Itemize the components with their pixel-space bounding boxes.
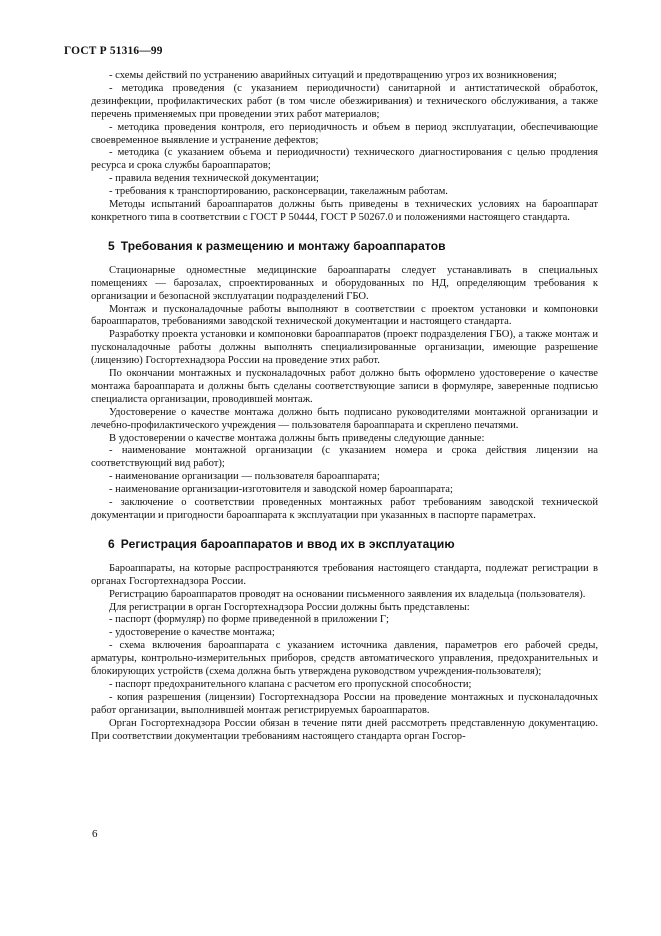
list-item: - схемы действий по устранению аварийных ситуаций и предотвращению угроз их возникновения; <box>109 70 557 81</box>
list-item: - паспорт (формуляр) по форме приведенной в приложении Г; <box>109 614 390 626</box>
list-item: - копия разрешения (лицензии) Госгортехнадзора России на проведение монтажных и пусконаладочных работ организации, выполнившей монтаж регистрируемых бароаппаратов. <box>91 691 598 716</box>
list-item: - правила ведения технической документации; <box>109 173 319 185</box>
page-number: 6 <box>92 828 98 840</box>
list-item: - наименование монтажной организации (с указанием номера и срока действия лицензии на соответствующий вид работ); <box>91 445 598 470</box>
section-number: 6 <box>108 536 115 551</box>
paragraph: Бароаппараты, на которые распространяются требования настоящего стандарта, подлежат регистрации в органах Госгортехнадзора России. <box>91 562 598 587</box>
list-item: - методика проведения контроля, его периодичность и объем в период эксплуатации, обеспечивающие своевременное выявление и устранение дефектов; <box>91 121 598 146</box>
list-item: - паспорт предохранительного клапана с расчетом его пропускной способности; <box>109 678 472 690</box>
section-5-heading <box>91 240 598 253</box>
paragraph: Методы испытаний бароаппаратов должны быть приведены в технических условиях на бароаппарат конкретного типа в соответствии с ГОСТ Р 50444, ГОСТ Р 50267.0 и положениями настоящего стандарта. <box>91 199 598 223</box>
list-item: - требования к транспортированию, расконсервации, такелажным работам. <box>109 186 448 198</box>
paragraph: В удостоверении о качестве монтажа должны быть приведены следующие данные: <box>109 432 485 444</box>
paragraph: Регистрацию бароаппаратов проводят на основании письменного заявления их владельца (пользователя). <box>109 588 586 600</box>
paragraph: Для регистрации в орган Госгортехнадзора России должны быть представлены: <box>109 601 470 613</box>
paragraph: Разработку проекта установки и компоновки бароаппаратов (проект подразделения ГБО), а также монтаж и пусконаладочные работы должны выполнять специализированные организации, имеющие разрешение (лицензию) Госгортехнадзора России на проведение этих работ. <box>91 329 598 367</box>
section-title: Требования к размещению и монтажу бароаппаратов <box>120 238 446 253</box>
list-item: - удостоверение о качестве монтажа; <box>109 627 275 639</box>
section-title: Регистрация бароаппаратов и ввод их в эксплуатацию <box>120 536 455 551</box>
standard-designation: ГОСТ Р 51316—99 <box>64 45 163 57</box>
list-item: - методика проведения (с указанием периодичности) санитарной и антистатической обработок, дезинфекции, профилактических работ (в том числе обезжиривания) и технического обслуживания, а также перечень применяемых при проведении этих работ материалов; <box>91 82 598 120</box>
list-item: - схема включения бароаппарата с указанием источника давления, параметров его рабочей среды, арматуры, контрольно-измерительных приборов, средств автоматического управления, предохранительных и блокирующих устройств (схема должна быть утверждена руководством учреждения-пользователя); <box>91 640 598 678</box>
paragraph: Орган Госгортехнадзора России обязан в течение пяти дней рассмотреть представленную документацию. При соответствии документации требованиям настоящего стандарта орган Госгор- <box>91 717 598 742</box>
page-content <box>91 70 598 744</box>
paragraph: По окончании монтажных и пусконаладочных работ должно быть оформлено удостоверение о качестве монтажа бароаппарата и должны быть сделаны соответствующие записи в формуляре, заверенные подписью специалиста организации, проводившей монтаж. <box>91 368 598 405</box>
list-item: - наименование организации — пользователя бароаппарата; <box>109 471 380 483</box>
paragraph: Монтаж и пусконаладочные работы выполняют в соответствии с проектом установки и компоновки бароаппаратов, требованиями заводской технической документации и настоящего стандарта. <box>91 303 598 328</box>
section-number: 5 <box>108 238 115 253</box>
list-item: - заключение о соответствии проведенных монтажных работ требованиям заводской технической документации и пригодности бароаппарата к эксплуатации при указанных в паспорте параметрах. <box>91 497 598 521</box>
list-item: - методика (с указанием объема и периодичности) технического диагностирования с целью продления ресурса и срока службы бароаппаратов; <box>91 147 598 172</box>
paragraph: Стационарные одноместные медицинские бароаппараты следует устанавливать в специальных помещениях — барозалах, спроектированных и оборудованных по НД, определяющим требования к организации и безопасной эксплуатации подразделений ГБО. <box>91 264 598 302</box>
section-6-heading <box>91 538 598 551</box>
list-item: - наименование организации-изготовителя и заводской номер бароаппарата; <box>109 484 453 496</box>
paragraph: Удостоверение о качестве монтажа должно быть подписано руководителями монтажной организации и лечебно-профилактического учреждения — пользователя бароаппарата и скреплено печатями. <box>91 406 598 431</box>
